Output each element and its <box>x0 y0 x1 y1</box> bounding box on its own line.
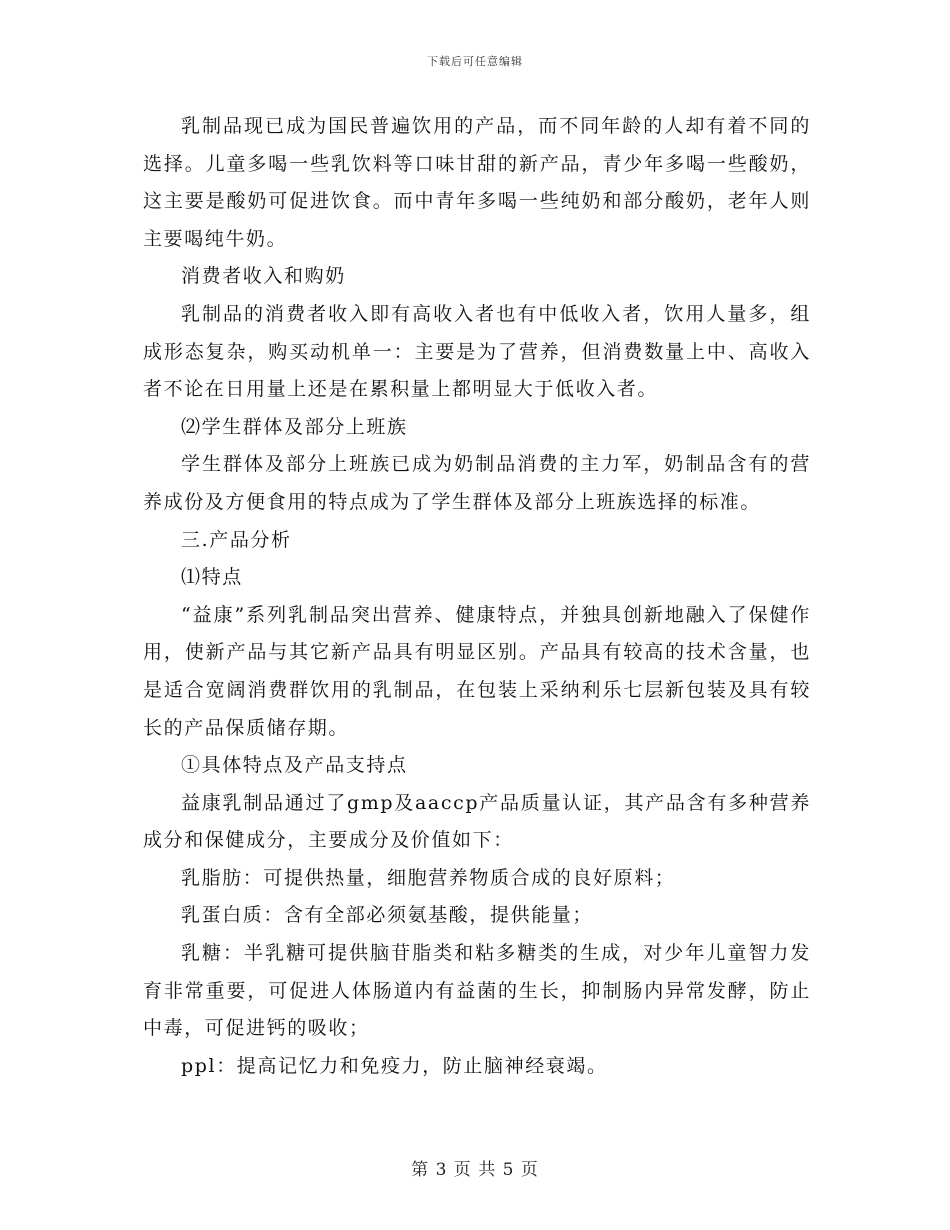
heading-income: 消费者收入和购奶 <box>181 265 346 288</box>
paragraph-age-preference: 乳制品现已成为国民普遍饮用的产品，而不同年龄的人却有着不同的选择。儿童多喝一些乳饮料等口味甘甜的新产品，青少年多喝一些酸奶，这主要是酸奶可促进饮食。而中青年多喝一些纯奶和部分酸奶，老年人则主要喝纯牛奶。 <box>143 115 811 250</box>
heading-students: ⑵学生群体及部分上班族 <box>181 415 408 438</box>
page-footer: 第 3 页 共 5 页 <box>411 1160 539 1180</box>
paragraph-certification: 益康乳制品通过了gmp及aaccp产品质量认证，其产品含有多种营养成分和保健成分，主要成分及价值如下： <box>143 791 811 852</box>
paragraph-income: 乳制品的消费者收入即有高收入者也有中低收入者，饮用人量多，组成形态复杂，购买动机单一：主要是为了营养，但消费数量上中、高收入者不论在日用量上还是在累积量上都明显大于低收入者。 <box>143 302 811 401</box>
heading-features: ⑴特点 <box>181 566 243 589</box>
paragraph-students: 学生群体及部分上班族已成为奶制品消费的主力军，奶制品含有的营养成份及方便食用的特点成为了学生群体及部分上班族选择的标准。 <box>143 453 811 513</box>
heading-specific-features: ①具体特点及产品支持点 <box>181 754 408 777</box>
paragraph-milk-fat: 乳脂肪：可提供热量，细胞营养物质合成的良好原料； <box>181 866 676 889</box>
page-header: 下载后可任意编辑 <box>427 55 523 68</box>
paragraph-features: “益康”系列乳制品突出营养、健康特点，并独具创新地融入了保健作用，使新产品与其它新产品具有明显区别。产品具有较高的技术含量，也是适合宽阔消费群饮用的乳制品，在包装上采纳利乐七层新包装及具有较长的产品保质储存期。 <box>143 603 811 739</box>
paragraph-ppl: ppl：提高记忆力和免疫力，防止脑神经衰竭。 <box>181 1054 608 1077</box>
heading-product-analysis: 三.产品分析 <box>181 528 292 551</box>
paragraph-lactose: 乳糖：半乳糖可提供脑苷脂类和粘多糖类的生成，对少年儿童智力发育非常重要，可促进人体肠道内有益菌的生长，抑制肠内异常发酵，防止中毒，可促进钙的吸收； <box>143 942 811 1040</box>
paragraph-milk-protein: 乳蛋白质：含有全部必须氨基酸，提供能量； <box>181 904 594 927</box>
document-body <box>143 108 811 1085</box>
